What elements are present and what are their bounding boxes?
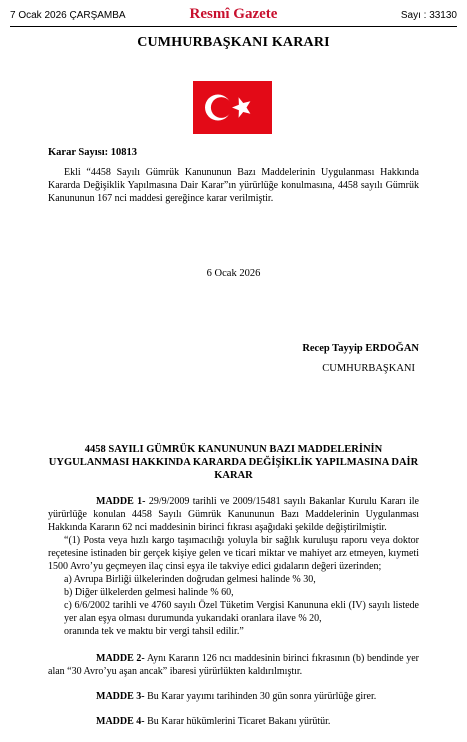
signer-name: Recep Tayyip ERDOĞAN <box>302 343 419 354</box>
article-3-text: Bu Karar yayımı tarihinden 30 gün sonra yürürlüğe girer. <box>144 691 377 702</box>
gazette-name: Resmî Gazete <box>189 6 278 22</box>
article-1-text: 29/9/2009 tarihli ve 2009/15481 sayılı Bakanlar Kurulu Kararı ile yürürlüğe konulan 4458 Sayılı Gümrük Kanununun Bazı Maddelerinin Uygulanması Hakkında Kararın 62 nci maddesinin birinci fıkrası aşağıdaki şekilde değiştirilmiştir. <box>48 496 419 533</box>
article-2 <box>48 652 419 678</box>
article-2-label: MADDE 2- <box>96 653 145 664</box>
article-3-label: MADDE 3- <box>96 691 145 702</box>
article-1-item-c: c) 6/6/2002 tarihli ve 4760 sayılı Özel Tüketim Vergisi Kanununa ekli (IV) sayılı listede yer alan eşya olması durumunda yukarıdaki oranlara ilave % 20, <box>64 600 419 624</box>
intro-paragraph: Ekli “4458 Sayılı Gümrük Kanununun Bazı Maddelerinin Uygulanması Hakkında Kararda Değişiklik Yapılmasına Dair Karar”ın yürürlüğe konulmasına, 4458 sayılı Gümrük Kanununun 167 nci maddesi gereğince karar verilmiştir. <box>48 167 419 204</box>
article-1-item-b: b) Diğer ülkelerden gelmesi halinde % 60, <box>64 587 234 598</box>
article-4-label: MADDE 4- <box>96 716 145 727</box>
gazette-header <box>10 6 457 28</box>
article-3 <box>48 690 419 703</box>
header-divider <box>10 26 457 27</box>
article-1-closing: oranında tek ve maktu bir vergi tahsil edilir.” <box>64 626 244 637</box>
decision-date: 6 Ocak 2026 <box>206 268 261 279</box>
header-date: 7 Ocak 2026 ÇARŞAMBA <box>10 10 126 21</box>
article-1-label: MADDE 1- <box>96 496 146 507</box>
article-1-item-a: a) Avrupa Birliği ülkelerinden doğrudan gelmesi halinde % 30, <box>64 574 316 585</box>
article-4 <box>48 715 419 728</box>
article-1-quote: “(1) Posta veya hızlı kargo taşımacılığı yoluyla bir sağlık kuruluşu raporu veya doktor reçetesine istinaden bir gerçek kişiye gelen ve ticari miktar ve mahiyet arz etmeyen, kıymeti 1500 Avro’yu geçmeyen ilaç cinsi eşya ile takviye edici gıdaların değeri üzerinden; <box>48 535 419 572</box>
article-1 <box>48 495 419 638</box>
turkish-flag-icon <box>193 81 272 134</box>
page-title: CUMHURBAŞKANI KARARI <box>137 35 330 50</box>
article-2-text: Aynı Kararın 126 ncı maddesinin birinci fıkrasının (b) bendinde yer alan “30 Avro’yu aşan ancak” ibaresi yürürlükten kaldırılmıştır. <box>48 653 419 677</box>
regulation-title: 4458 SAYILI GÜMRÜK KANUNUNUN BAZI MADDELERİNİN UYGULANMASI HAKKINDA KARARDA DEĞİŞİKLİK YAPILMASINA DAİR KARAR <box>48 444 419 481</box>
signer-title: CUMHURBAŞKANI <box>322 363 415 374</box>
decision-number: Karar Sayısı: 10813 <box>48 147 138 158</box>
article-4-text: Bu Karar hükümlerini Ticaret Bakanı yürütür. <box>144 716 331 727</box>
issue-number: Sayı : 33130 <box>400 10 457 21</box>
